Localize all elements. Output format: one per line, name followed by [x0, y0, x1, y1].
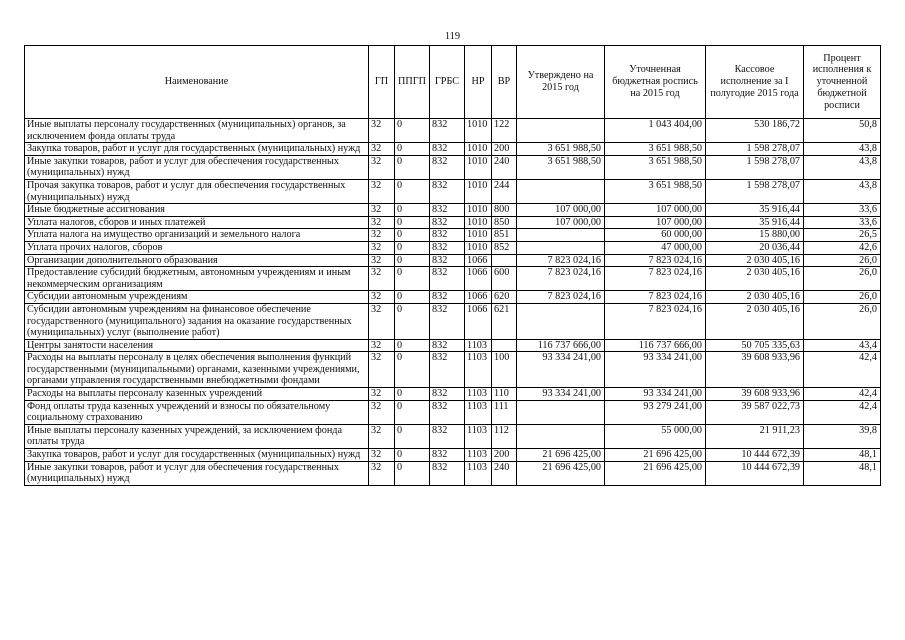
cell-cash: 1 598 278,07 [706, 143, 804, 156]
cell-vr: 200 [492, 143, 517, 156]
cell-vr: 112 [492, 424, 517, 448]
cell-percent: 26,5 [804, 229, 881, 242]
cell-name: Расходы на выплаты персоналу казенных учреждений [25, 388, 369, 401]
table-row [25, 424, 881, 448]
cell-cash: 20 036,44 [706, 241, 804, 254]
cell-percent: 26,0 [804, 291, 881, 304]
cell-name: Закупка товаров, работ и услуг для государственных (муниципальных) нужд [25, 143, 369, 156]
cell-grbs: 832 [430, 424, 465, 448]
table-row [25, 179, 881, 203]
cell-np: 1010 [465, 229, 492, 242]
cell-ppgp: 0 [395, 254, 430, 267]
table-row [25, 400, 881, 424]
cell-percent: 26,0 [804, 267, 881, 291]
cell-gp: 32 [369, 204, 395, 217]
cell-name: Прочая закупка товаров, работ и услуг для обеспечения государственных (муниципальных) нужд [25, 179, 369, 203]
header-ppgp: ППГП [395, 46, 430, 119]
cell-vr: 600 [492, 267, 517, 291]
cell-cash: 35 916,44 [706, 216, 804, 229]
cell-approved: 116 737 666,00 [517, 339, 605, 352]
cell-ppgp: 0 [395, 241, 430, 254]
cell-refined: 3 651 988,50 [605, 155, 706, 179]
cell-grbs: 832 [430, 339, 465, 352]
cell-gp: 32 [369, 179, 395, 203]
cell-approved: 21 696 425,00 [517, 461, 605, 485]
cell-np: 1010 [465, 216, 492, 229]
cell-approved [517, 241, 605, 254]
cell-approved [517, 119, 605, 143]
cell-grbs: 832 [430, 229, 465, 242]
cell-percent: 48,1 [804, 461, 881, 485]
cell-name: Уплата налога на имущество организаций и земельного налога [25, 229, 369, 242]
cell-percent: 48,1 [804, 449, 881, 462]
cell-refined: 93 279 241,00 [605, 400, 706, 424]
cell-ppgp: 0 [395, 424, 430, 448]
cell-vr: 110 [492, 388, 517, 401]
table-row [25, 449, 881, 462]
cell-refined: 7 823 024,16 [605, 291, 706, 304]
cell-vr: 852 [492, 241, 517, 254]
cell-ppgp: 0 [395, 461, 430, 485]
cell-percent: 42,4 [804, 388, 881, 401]
cell-vr: 111 [492, 400, 517, 424]
table-row [25, 291, 881, 304]
cell-refined: 93 334 241,00 [605, 352, 706, 388]
header-percent: Процент исполнения к уточненной бюджетной росписи [804, 46, 881, 119]
cell-np: 1103 [465, 388, 492, 401]
cell-gp: 32 [369, 143, 395, 156]
cell-ppgp: 0 [395, 352, 430, 388]
cell-gp: 32 [369, 352, 395, 388]
cell-grbs: 832 [430, 267, 465, 291]
cell-name: Уплата прочих налогов, сборов [25, 241, 369, 254]
cell-ppgp: 0 [395, 119, 430, 143]
cell-ppgp: 0 [395, 291, 430, 304]
cell-name: Субсидии автономным учреждениям [25, 291, 369, 304]
cell-percent: 26,0 [804, 303, 881, 339]
cell-gp: 32 [369, 155, 395, 179]
table-row [25, 241, 881, 254]
cell-approved [517, 179, 605, 203]
cell-refined: 7 823 024,16 [605, 254, 706, 267]
cell-grbs: 832 [430, 155, 465, 179]
cell-refined: 93 334 241,00 [605, 388, 706, 401]
cell-np: 1010 [465, 179, 492, 203]
cell-percent: 33,6 [804, 216, 881, 229]
cell-percent: 43,8 [804, 155, 881, 179]
cell-ppgp: 0 [395, 216, 430, 229]
cell-grbs: 832 [430, 204, 465, 217]
table-row [25, 254, 881, 267]
cell-cash: 39 608 933,96 [706, 388, 804, 401]
cell-np: 1010 [465, 143, 492, 156]
cell-ppgp: 0 [395, 143, 430, 156]
cell-approved: 3 651 988,50 [517, 155, 605, 179]
cell-percent: 42,6 [804, 241, 881, 254]
table-row [25, 229, 881, 242]
table-row [25, 352, 881, 388]
cell-percent: 43,8 [804, 143, 881, 156]
cell-ppgp: 0 [395, 339, 430, 352]
cell-name: Иные выплаты персоналу казенных учреждений, за исключением фонда оплаты труда [25, 424, 369, 448]
table-row [25, 388, 881, 401]
cell-ppgp: 0 [395, 155, 430, 179]
cell-name: Уплата налогов, сборов и иных платежей [25, 216, 369, 229]
cell-cash: 1 598 278,07 [706, 155, 804, 179]
cell-percent: 43,8 [804, 179, 881, 203]
cell-np: 1066 [465, 291, 492, 304]
cell-ppgp: 0 [395, 179, 430, 203]
cell-gp: 32 [369, 241, 395, 254]
cell-gp: 32 [369, 388, 395, 401]
cell-grbs: 832 [430, 400, 465, 424]
header-row [25, 46, 881, 119]
cell-ppgp: 0 [395, 267, 430, 291]
budget-execution-table [24, 45, 881, 486]
cell-vr: 800 [492, 204, 517, 217]
cell-ppgp: 0 [395, 388, 430, 401]
cell-cash: 21 911,23 [706, 424, 804, 448]
cell-refined: 3 651 988,50 [605, 179, 706, 203]
cell-cash: 1 598 278,07 [706, 179, 804, 203]
cell-cash: 10 444 672,39 [706, 449, 804, 462]
cell-approved: 93 334 241,00 [517, 352, 605, 388]
cell-name: Организации дополнительного образования [25, 254, 369, 267]
cell-cash: 2 030 405,16 [706, 267, 804, 291]
cell-np: 1103 [465, 352, 492, 388]
cell-cash: 39 587 022,73 [706, 400, 804, 424]
cell-name: Иные закупки товаров, работ и услуг для обеспечения государственных (муниципальных) нужд [25, 155, 369, 179]
cell-refined: 47 000,00 [605, 241, 706, 254]
cell-vr: 122 [492, 119, 517, 143]
cell-np: 1103 [465, 400, 492, 424]
table-row [25, 155, 881, 179]
table-row [25, 339, 881, 352]
header-gp: ГП [369, 46, 395, 119]
cell-cash: 10 444 672,39 [706, 461, 804, 485]
cell-cash: 2 030 405,16 [706, 303, 804, 339]
cell-cash: 50 705 335,63 [706, 339, 804, 352]
cell-name: Предоставление субсидий бюджетным, автономным учреждениям и иным некоммерческим организациям [25, 267, 369, 291]
cell-approved: 7 823 024,16 [517, 267, 605, 291]
cell-name: Иные закупки товаров, работ и услуг для обеспечения государственных (муниципальных) нужд [25, 461, 369, 485]
cell-ppgp: 0 [395, 229, 430, 242]
header-refined: Уточненная бюджетная роспись на 2015 год [605, 46, 706, 119]
header-np: НР [465, 46, 492, 119]
cell-percent: 42,4 [804, 400, 881, 424]
cell-approved [517, 424, 605, 448]
cell-grbs: 832 [430, 179, 465, 203]
cell-vr: 100 [492, 352, 517, 388]
cell-gp: 32 [369, 449, 395, 462]
cell-gp: 32 [369, 291, 395, 304]
cell-name: Иные бюджетные ассигнования [25, 204, 369, 217]
cell-np: 1010 [465, 241, 492, 254]
cell-cash: 2 030 405,16 [706, 254, 804, 267]
cell-refined: 7 823 024,16 [605, 267, 706, 291]
cell-gp: 32 [369, 229, 395, 242]
cell-gp: 32 [369, 267, 395, 291]
cell-gp: 32 [369, 303, 395, 339]
cell-grbs: 832 [430, 352, 465, 388]
table-row [25, 303, 881, 339]
cell-gp: 32 [369, 254, 395, 267]
cell-grbs: 832 [430, 291, 465, 304]
cell-refined: 55 000,00 [605, 424, 706, 448]
cell-np: 1066 [465, 254, 492, 267]
cell-vr: 621 [492, 303, 517, 339]
cell-name: Субсидии автономным учреждениям на финансовое обеспечение государственного (муниципального) задания на оказание государственных (муниципальных) услуг (выполнение работ) [25, 303, 369, 339]
cell-refined: 116 737 666,00 [605, 339, 706, 352]
cell-percent: 26,0 [804, 254, 881, 267]
header-cash: Кассовое исполнение за I полугодие 2015 года [706, 46, 804, 119]
page-number: 119 [444, 31, 461, 42]
cell-np: 1103 [465, 461, 492, 485]
cell-approved: 93 334 241,00 [517, 388, 605, 401]
cell-percent: 39,8 [804, 424, 881, 448]
cell-ppgp: 0 [395, 449, 430, 462]
cell-np: 1103 [465, 449, 492, 462]
cell-percent: 50,8 [804, 119, 881, 143]
cell-refined: 7 823 024,16 [605, 303, 706, 339]
table-row [25, 119, 881, 143]
cell-gp: 32 [369, 216, 395, 229]
cell-ppgp: 0 [395, 400, 430, 424]
table-body [25, 119, 881, 486]
table-row [25, 204, 881, 217]
cell-name: Расходы на выплаты персоналу в целях обеспечения выполнения функций государственными (муниципальными) органами, казенными учреждениями, органами управления государственными внебюджетными фондами [25, 352, 369, 388]
table-row [25, 267, 881, 291]
cell-refined: 107 000,00 [605, 204, 706, 217]
cell-percent: 42,4 [804, 352, 881, 388]
cell-approved [517, 400, 605, 424]
cell-vr: 620 [492, 291, 517, 304]
cell-approved: 107 000,00 [517, 216, 605, 229]
table-row [25, 216, 881, 229]
cell-vr: 240 [492, 461, 517, 485]
cell-gp: 32 [369, 119, 395, 143]
table-row [25, 143, 881, 156]
cell-gp: 32 [369, 461, 395, 485]
cell-refined: 21 696 425,00 [605, 461, 706, 485]
cell-approved: 7 823 024,16 [517, 254, 605, 267]
cell-np: 1010 [465, 204, 492, 217]
cell-refined: 21 696 425,00 [605, 449, 706, 462]
cell-np: 1010 [465, 155, 492, 179]
cell-approved: 107 000,00 [517, 204, 605, 217]
header-vr: ВР [492, 46, 517, 119]
cell-refined: 1 043 404,00 [605, 119, 706, 143]
cell-gp: 32 [369, 424, 395, 448]
cell-cash: 2 030 405,16 [706, 291, 804, 304]
cell-approved: 21 696 425,00 [517, 449, 605, 462]
cell-grbs: 832 [430, 216, 465, 229]
cell-cash: 530 186,72 [706, 119, 804, 143]
cell-vr: 851 [492, 229, 517, 242]
cell-vr: 244 [492, 179, 517, 203]
cell-refined: 60 000,00 [605, 229, 706, 242]
cell-grbs: 832 [430, 241, 465, 254]
cell-vr: 200 [492, 449, 517, 462]
cell-percent: 43,4 [804, 339, 881, 352]
cell-vr [492, 254, 517, 267]
cell-ppgp: 0 [395, 204, 430, 217]
cell-refined: 107 000,00 [605, 216, 706, 229]
cell-name: Центры занятости населения [25, 339, 369, 352]
cell-gp: 32 [369, 339, 395, 352]
cell-vr: 240 [492, 155, 517, 179]
cell-np: 1066 [465, 267, 492, 291]
cell-approved: 3 651 988,50 [517, 143, 605, 156]
cell-grbs: 832 [430, 388, 465, 401]
cell-vr: 850 [492, 216, 517, 229]
cell-grbs: 832 [430, 303, 465, 339]
cell-name: Закупка товаров, работ и услуг для государственных (муниципальных) нужд [25, 449, 369, 462]
cell-np: 1103 [465, 339, 492, 352]
cell-percent: 33,6 [804, 204, 881, 217]
cell-approved [517, 303, 605, 339]
cell-ppgp: 0 [395, 303, 430, 339]
cell-grbs: 832 [430, 449, 465, 462]
cell-grbs: 832 [430, 254, 465, 267]
cell-grbs: 832 [430, 143, 465, 156]
header-approved: Утверждено на 2015 год [517, 46, 605, 119]
cell-np: 1010 [465, 119, 492, 143]
cell-np: 1066 [465, 303, 492, 339]
cell-cash: 15 880,00 [706, 229, 804, 242]
cell-cash: 35 916,44 [706, 204, 804, 217]
cell-name: Иные выплаты персоналу государственных (муниципальных) органов, за исключением фонда оплаты труда [25, 119, 369, 143]
cell-grbs: 832 [430, 119, 465, 143]
cell-gp: 32 [369, 400, 395, 424]
cell-grbs: 832 [430, 461, 465, 485]
cell-name: Фонд оплаты труда казенных учреждений и взносы по обязательному социальному страхованию [25, 400, 369, 424]
table-row [25, 461, 881, 485]
header-name: Наименование [25, 46, 369, 119]
cell-np: 1103 [465, 424, 492, 448]
cell-approved: 7 823 024,16 [517, 291, 605, 304]
cell-refined: 3 651 988,50 [605, 143, 706, 156]
header-grbs: ГРБС [430, 46, 465, 119]
cell-approved [517, 229, 605, 242]
cell-cash: 39 608 933,96 [706, 352, 804, 388]
cell-vr [492, 339, 517, 352]
